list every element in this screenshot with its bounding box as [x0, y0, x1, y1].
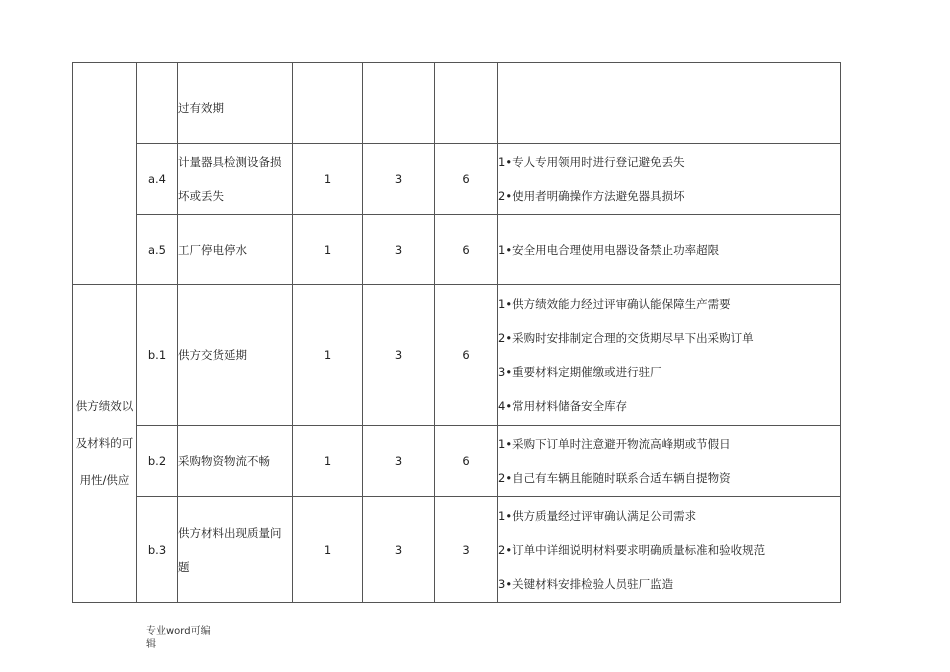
measures-cell	[498, 497, 841, 603]
value-3: 3	[435, 497, 498, 603]
value-2: 3	[363, 497, 435, 603]
value-1: 1	[293, 215, 363, 285]
measure-line: 2•自己有车辆且能随时联系合适车辆自提物资	[498, 471, 731, 485]
measure-line: 1•专人专用领用时进行登记避免丢失	[498, 155, 685, 169]
risk-code: a.5	[137, 215, 178, 285]
footer-note	[146, 625, 211, 651]
measure-line: 4•常用材料储备安全库存	[498, 399, 628, 413]
value-2	[363, 63, 435, 144]
risk-item: 采购物资物流不畅	[178, 426, 293, 497]
table-row	[73, 63, 841, 144]
value-3: 6	[435, 285, 498, 426]
measures-cell	[498, 285, 841, 426]
value-1: 1	[293, 497, 363, 603]
measure-line: 1•采购下订单时注意避开物流高峰期或节假日	[498, 437, 731, 451]
risk-item: 供方材料出现质量问题	[178, 497, 293, 603]
risk-code: b.1	[137, 285, 178, 426]
value-3: 6	[435, 426, 498, 497]
measure-line: 1•安全用电合理使用电器设备禁止功率超限	[498, 242, 720, 257]
table-row	[73, 497, 841, 603]
risk-item: 供方交货延期	[178, 285, 293, 426]
value-1: 1	[293, 426, 363, 497]
value-1: 1	[293, 144, 363, 215]
value-1	[293, 63, 363, 144]
category-cell-b: 供方绩效以及材料的可用性/供应	[73, 285, 137, 603]
measure-line: 3•重要材料定期催缴或进行驻厂	[498, 365, 662, 379]
measure-line: 2•采购时安排制定合理的交货期尽早下出采购订单	[498, 331, 754, 345]
table-row	[73, 426, 841, 497]
risk-code	[137, 63, 178, 144]
table-row	[73, 144, 841, 215]
risk-code: a.4	[137, 144, 178, 215]
risk-table	[72, 62, 841, 603]
value-2: 3	[363, 285, 435, 426]
value-2: 3	[363, 144, 435, 215]
measures-cell	[498, 215, 841, 285]
measures-cell	[498, 63, 841, 144]
measures-cell	[498, 426, 841, 497]
value-2: 3	[363, 215, 435, 285]
risk-code: b.2	[137, 426, 178, 497]
measure-line: 2•使用者明确操作方法避免器具损坏	[498, 189, 685, 203]
value-3	[435, 63, 498, 144]
risk-item: 工厂停电停水	[178, 215, 293, 285]
measure-line: 3•关键材料安排检验人员驻厂监造	[498, 576, 674, 591]
risk-code: b.3	[137, 497, 178, 603]
measure-line: 2•订单中详细说明材料要求明确质量标准和验收规范	[498, 542, 766, 557]
measure-line: 1•供方质量经过评审确认满足公司需求	[498, 508, 697, 523]
value-2: 3	[363, 426, 435, 497]
category-cell-a	[73, 63, 137, 285]
measure-line: 1•供方绩效能力经过评审确认能保障生产需要	[498, 297, 731, 311]
value-3: 6	[435, 144, 498, 215]
risk-item: 计量器具检测设备损坏或丢失	[178, 144, 293, 215]
footer-line: 专业word可编	[146, 626, 211, 637]
footer-line: 辑	[146, 639, 156, 650]
value-3: 6	[435, 215, 498, 285]
table-row	[73, 285, 841, 426]
value-1: 1	[293, 285, 363, 426]
risk-item: 过有效期	[178, 63, 293, 144]
measures-cell	[498, 144, 841, 215]
table-row	[73, 215, 841, 285]
